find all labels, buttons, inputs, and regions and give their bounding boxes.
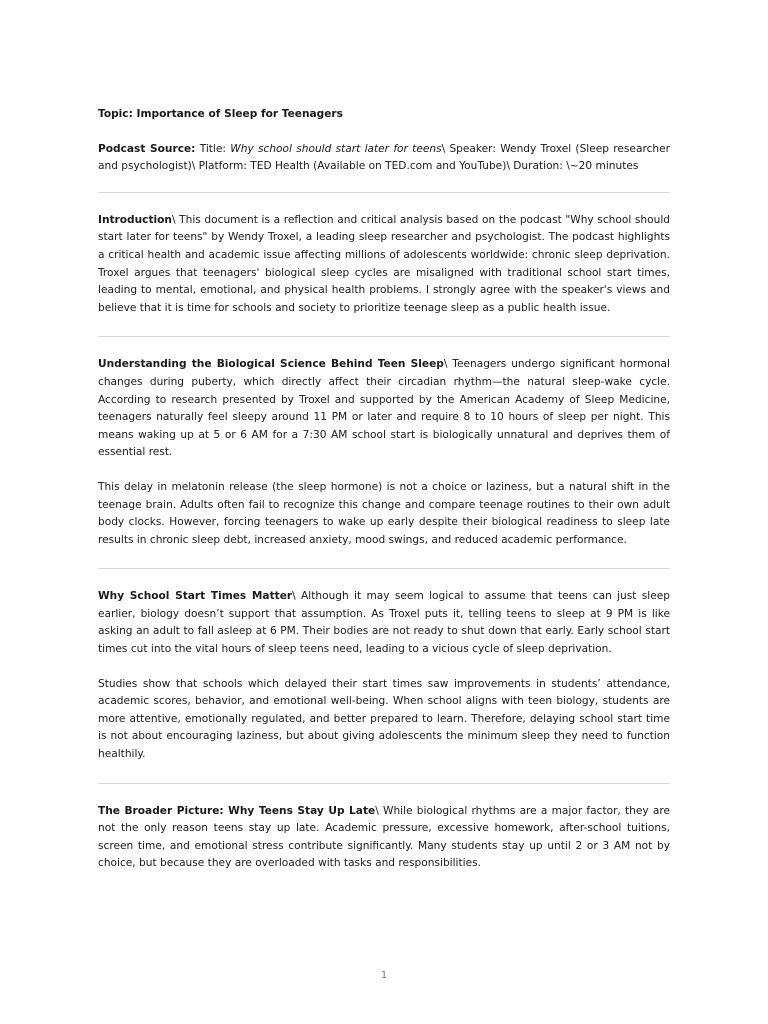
section-introduction [98,212,670,318]
section-school-start-times [98,588,670,658]
topic-line [98,106,670,124]
section-heading: Introduction [98,213,172,226]
page-number: 1 [380,970,388,981]
podcast-source-label: Podcast Source: [98,142,196,155]
section-divider [98,568,670,569]
section-heading: Why School Start Times Matter [98,590,293,603]
section-paragraph: This delay in melatonin release (the sleep hormone) is not a choice or laziness, but a natural shift in the teenage brain. Adults often fail to recognize this change and compare teenage routines to their own adult body clocks. However, forcing teenagers to wake up early despite their biological readiness to sleep late results in chronic sleep debt, increased anxiety, mood swings, and reduced academic performance. [98,480,670,546]
podcast-source [98,141,670,176]
topic-text: Topic: Importance of Sleep for Teenagers [98,108,343,120]
section-broader-picture [98,803,670,873]
section-paragraph: \ While biological rhythms are a major factor, they are not the only reason teens stay up late. Academic pressure, excessive homework, after-school tuitions, screen time, and emotional stress contribute significantly. Many students stay up until 2 or 3 AM not by choice, but because they are overloaded with tasks and responsibilities. [98,804,670,870]
podcast-title: Why school should start later for teens [230,142,442,155]
podcast-title-prefix: Title: [195,142,231,155]
section-paragraph: \ Teenagers undergo significant hormonal changes during puberty, which directly affect their circadian rhythm—the natural sleep-wake cycle. According to research presented by Troxel and supported by the American Academy of Sleep Medicine, teenagers naturally feel sleepy around 11 PM or later and require 8 to 10 hours of sleep per night. This means waking up at 5 or 6 AM for a 7:30 AM school start is biologically unnatural and deprives them of essential rest. [98,358,670,459]
section-heading: The Broader Picture: Why Teens Stay Up Late [98,804,376,817]
document-page [98,106,670,873]
podcast-details: \ Speaker: Wendy Troxel (Sleep researcher and psychologist)\ Platform: TED Health (Available on TED.com and YouTube)\ Duration: \~20 minutes [98,142,670,173]
section-biological-science [98,356,670,462]
section-divider [98,783,670,784]
section-paragraph: Studies show that schools which delayed their start times saw improvements in students’ attendance, academic scores, behavior, and emotional well-being. When school aligns with teen biology, students are more attentive, emotionally regulated, and better prepared to learn. Therefore, delaying school start time is not about encouraging laziness, but about giving adolescents the minimum sleep they need to function healthily. [98,677,670,761]
section-paragraph: \ This document is a reflection and critical analysis based on the podcast "Why school should start later for teens" by Wendy Troxel, a leading sleep researcher and psychologist. The podcast highlights a critical health and academic issue affecting millions of adolescents worldwide: chronic sleep deprivation. Troxel argues that teenagers' biological sleep cycles are misaligned with traditional school start times, leading to mental, emotional, and physical health problems. I strongly agree with the speaker's views and believe that it is time for schools and society to prioritize teenage sleep as a public health issue. [98,213,670,314]
section-paragraph: \ Although it may seem logical to assume that teens can just sleep earlier, biology doesn’t support that assumption. As Troxel puts it, telling teens to sleep at 9 PM is like asking an adult to fall asleep at 6 PM. Their bodies are not ready to shut down that early. Early school start times cut into the vital hours of sleep teens need, leading to a vicious cycle of sleep deprivation. [98,590,670,656]
section-divider [98,336,670,337]
section-divider [98,192,670,193]
section-heading: Understanding the Biological Science Behind Teen Sleep [98,358,444,371]
